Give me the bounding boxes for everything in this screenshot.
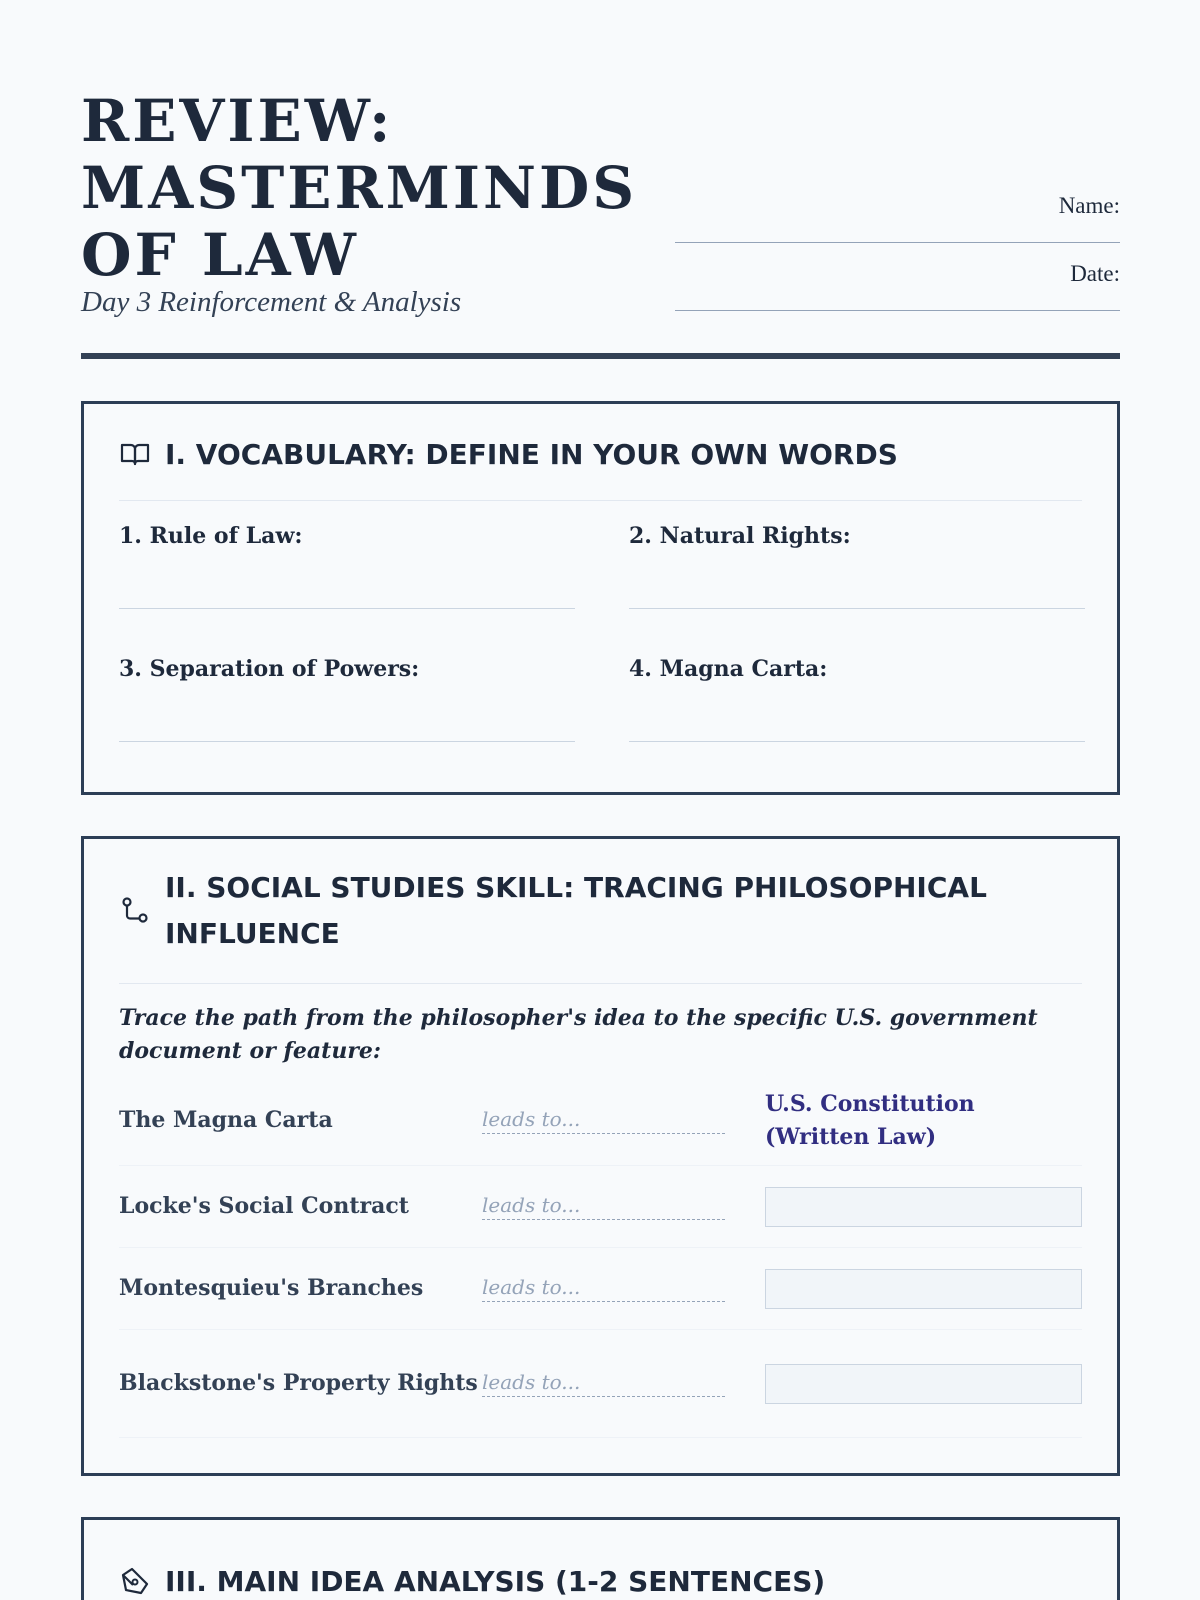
skill-instructions: Trace the path from the philosopher's idea to the specific U.S. government document or feature: [119, 1005, 1038, 1064]
trace-row [119, 1330, 1082, 1438]
trace-source: The Magna Carta [119, 1107, 333, 1133]
trace-connector: leads to... [482, 1370, 725, 1397]
trace-source: Montesquieu's Branches [119, 1275, 424, 1301]
vocab-term: 2. Natural Rights: [629, 523, 851, 549]
vocab-term: 1. Rule of Law: [119, 523, 303, 549]
worksheet-header [81, 0, 1120, 362]
vocab-item [629, 501, 1085, 634]
trace-row [119, 1076, 1082, 1166]
branch-path-icon [119, 895, 151, 927]
vocab-answer-line[interactable] [119, 741, 575, 742]
vocab-answer-line[interactable] [629, 608, 1085, 609]
trace-answer-box[interactable] [765, 1269, 1082, 1309]
page-subtitle: Day 3 Reinforcement & Analysis [81, 286, 462, 318]
trace-destination [725, 1088, 1082, 1154]
trace-destination [725, 1187, 1082, 1227]
skill-section [81, 836, 1120, 1476]
trace-source: Blackstone's Property Rights [119, 1370, 478, 1396]
trace-connector: leads to... [482, 1275, 725, 1302]
main-idea-heading-row [119, 1520, 1082, 1600]
vocabulary-heading: I. VOCABULARY: DEFINE IN YOUR OWN WORDS [165, 437, 898, 471]
trace-source: Locke's Social Contract [119, 1193, 409, 1219]
trace-answer-box[interactable] [765, 1364, 1082, 1404]
trace-row [119, 1166, 1082, 1248]
skill-heading-row [119, 839, 1082, 984]
vocab-term: 4. Magna Carta: [629, 656, 828, 682]
main-idea-section [81, 1517, 1120, 1600]
vocab-item [119, 501, 575, 634]
date-field[interactable] [675, 291, 1120, 311]
name-label: Name: [1058, 193, 1120, 218]
trace-destination [725, 1269, 1082, 1309]
trace-answer-example: U.S. Constitution (Written Law) [765, 1090, 975, 1150]
worksheet-page [81, 0, 1120, 1598]
trace-answer-box[interactable] [765, 1187, 1082, 1227]
vocab-term: 3. Separation of Powers: [119, 656, 420, 682]
trace-connector: leads to... [482, 1107, 725, 1134]
date-label: Date: [1070, 261, 1120, 286]
vocab-item [119, 634, 575, 767]
vocab-item [629, 634, 1085, 767]
vocabulary-section [81, 401, 1120, 795]
trace-connector: leads to... [482, 1193, 725, 1220]
vocab-answer-line[interactable] [629, 741, 1085, 742]
main-idea-heading: III. MAIN IDEA ANALYSIS (1-2 SENTENCES) [165, 1564, 826, 1598]
open-book-icon [119, 438, 151, 470]
vocab-answer-line[interactable] [119, 608, 575, 609]
header-divider [81, 353, 1120, 359]
vocabulary-grid [119, 501, 1082, 767]
student-info-fields [675, 193, 1120, 329]
skill-heading: II. SOCIAL STUDIES SKILL: TRACING PHILOSOPHICAL INFLUENCE [165, 871, 987, 950]
vocabulary-heading-row [119, 404, 1082, 501]
trace-destination [725, 1364, 1082, 1404]
trace-row [119, 1248, 1082, 1330]
name-field[interactable] [675, 223, 1120, 243]
pen-nib-icon [119, 1565, 151, 1597]
page-title: REVIEW: MASTERMINDS OF LAW [81, 87, 638, 289]
